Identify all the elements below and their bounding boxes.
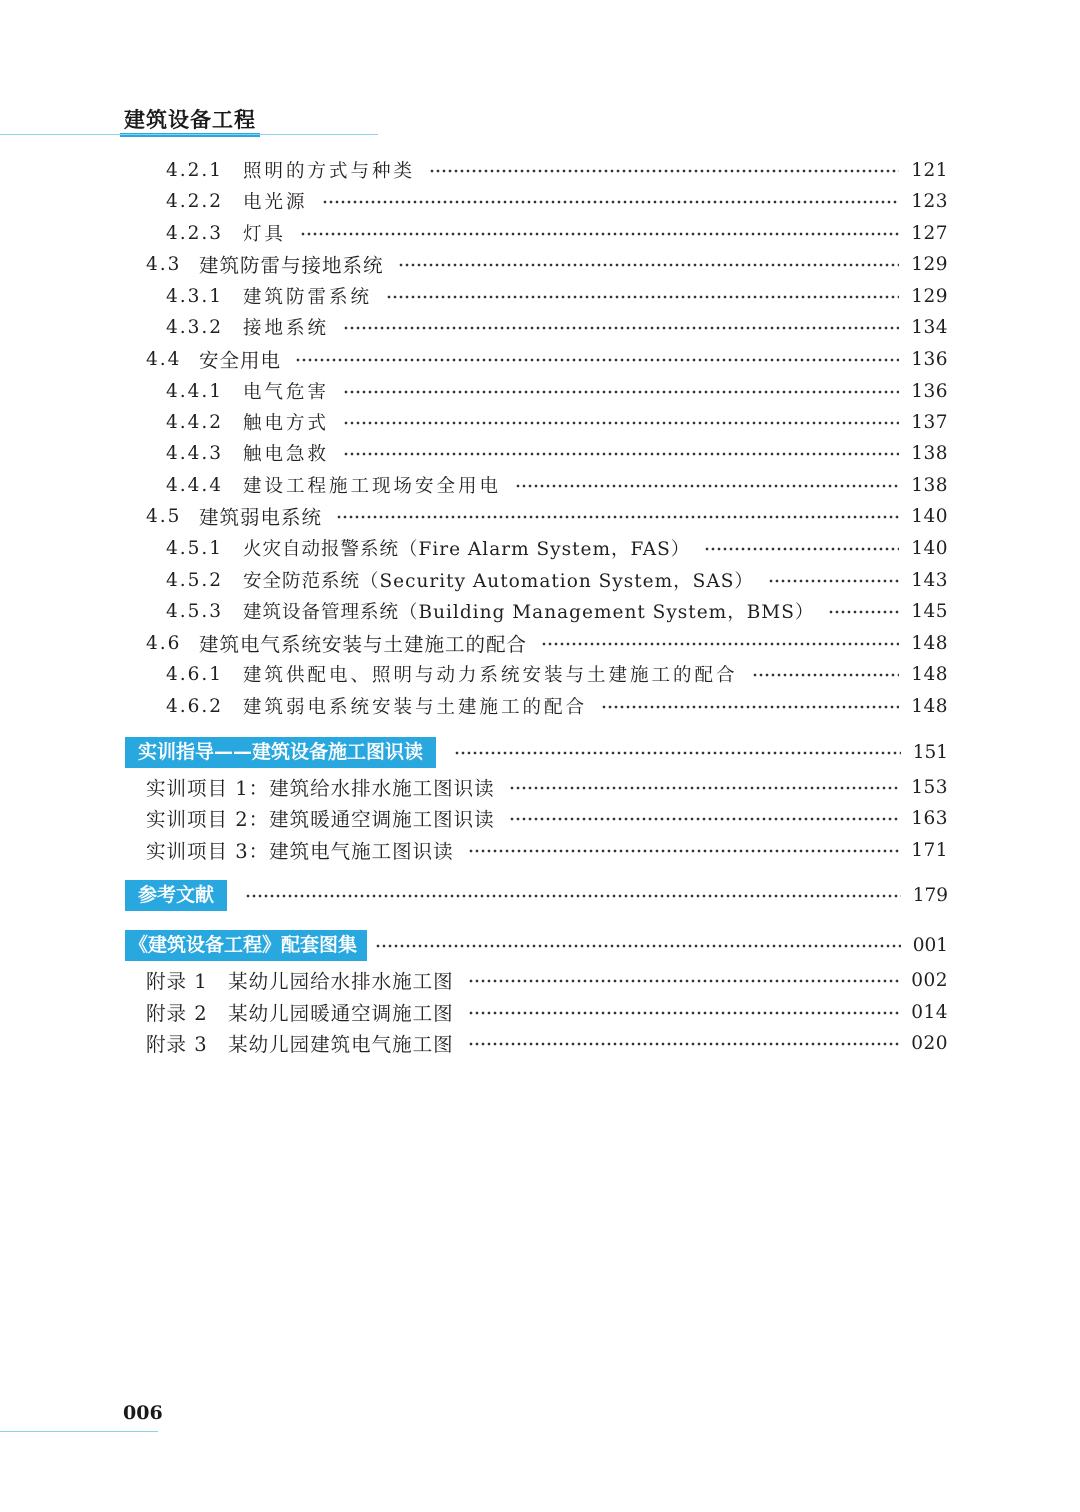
footer-rule [0,1431,158,1432]
toc-page: 143 [911,569,948,591]
leader-dots [752,673,900,677]
toc-number: 4.6.2 [166,695,224,717]
toc-entry[interactable] [146,249,948,279]
toc-page: 002 [911,969,948,991]
toc-page: 020 [911,1032,948,1054]
toc-title: 电光源 [243,192,308,213]
leader-dots [375,944,901,948]
toc-title: 照明的方式与种类 [243,161,416,182]
toc-title: 触电方式 [243,413,330,434]
leader-dots [429,169,899,173]
training-banner: 实训指导——建筑设备施工图识读 [125,737,436,768]
references-section-entry[interactable] [125,879,948,911]
toc-title: 实训项目 1：建筑给水排水施工图识读 [146,777,495,800]
toc-page: 148 [911,663,948,685]
toc-entry[interactable] [146,628,948,658]
leader-dots [300,232,899,236]
toc-entry[interactable] [146,344,948,374]
toc-number: 4.4.3 [166,442,224,464]
toc-entry[interactable] [166,407,948,437]
leader-dots [336,515,899,519]
toc-entry[interactable] [146,803,948,833]
page-number: 006 [123,1402,163,1424]
toc-title: 建筑电气系统安装与土建施工的配合 [199,633,528,656]
toc-entry[interactable] [166,438,948,468]
toc-title: 建筑防雷与接地系统 [199,254,384,277]
toc-entry[interactable] [166,659,948,689]
toc-title: 附录 3 某幼儿园建筑电气施工图 [146,1033,454,1056]
toc-number: 4.5.3 [166,600,224,622]
toc-page: 137 [911,411,948,433]
toc-page: 134 [911,316,948,338]
toc-entry[interactable] [166,155,948,185]
toc-title: 建筑防雷系统 [243,287,373,308]
toc-page: 138 [911,474,948,496]
leader-dots [509,786,900,790]
toc-number: 4.6.1 [166,663,224,685]
toc-number: 4.4.4 [166,474,224,496]
toc-number: 4.4.2 [166,411,224,433]
toc-page: 138 [911,442,948,464]
toc-title: 火灾自动报警系统（Fire Alarm System，FAS） [243,539,691,560]
leader-dots [398,263,900,267]
toc-page: 014 [911,1001,948,1023]
leader-dots [343,421,899,425]
toc-entry[interactable] [146,997,948,1027]
toc-entry[interactable] [166,376,948,406]
toc-page: 171 [911,839,948,861]
toc-number: 4.3.2 [166,316,224,338]
training-section-entry[interactable] [125,736,948,768]
leader-dots [468,1011,900,1015]
toc-number: 4.5.2 [166,569,224,591]
toc-entry[interactable] [166,565,948,595]
toc-title: 实训项目 2：建筑暖通空调施工图识读 [146,808,495,831]
toc-title: 附录 1 某幼儿园给水排水施工图 [146,970,454,993]
toc-entry[interactable] [166,312,948,342]
toc-entry[interactable] [146,501,948,531]
toc-page: 121 [911,159,948,181]
toc-title: 灯具 [243,224,287,245]
toc-entry[interactable] [146,835,948,865]
leader-dots [322,200,900,204]
toc-title: 电气危害 [243,382,330,403]
toc-page: 136 [911,348,948,370]
toc-title: 建设工程施工现场安全用电 [243,476,502,497]
toc-number: 4.3.1 [166,285,224,307]
toc-number: 4.2.3 [166,222,224,244]
toc-entry[interactable] [146,965,948,995]
toc-title: 建筑供配电、照明与动力系统安装与土建施工的配合 [243,665,738,686]
toc-page: 140 [911,505,948,527]
leader-dots [343,390,899,394]
header-rule [0,134,378,135]
leader-dots [768,579,899,583]
toc-page: 148 [911,632,948,654]
toc-number: 4.5 [146,505,182,527]
toc-page: 001 [912,934,948,956]
toc-title: 安全用电 [199,349,282,372]
leader-dots [704,547,899,551]
toc-page: 151 [912,741,948,763]
toc-title: 附录 2 某幼儿园暖通空调施工图 [146,1002,454,1025]
leader-dots [541,642,899,646]
toc-entry[interactable] [146,772,948,802]
leader-dots [295,358,899,362]
leader-dots [454,751,901,755]
toc-page: 179 [912,884,948,906]
toc-page: 148 [911,695,948,717]
leader-dots [509,817,900,821]
toc-page: 136 [911,380,948,402]
toc-title: 接地系统 [243,318,330,339]
toc-title: 触电急救 [243,444,330,465]
toc-entry[interactable] [166,218,948,248]
toc-page: 129 [911,285,948,307]
toc-title: 建筑弱电系统安装与土建施工的配合 [243,697,588,718]
leader-dots [343,452,899,456]
toc-number: 4.2.1 [166,159,224,181]
leader-dots [828,610,899,614]
toc-page: 153 [911,776,948,798]
toc-entry[interactable] [166,186,948,216]
toc-number: 4.2.2 [166,190,224,212]
toc-page: 123 [911,190,948,212]
toc-title: 建筑设备管理系统（Building Management System，BMS） [243,602,815,623]
references-banner: 参考文献 [125,880,227,911]
toc-entry[interactable] [166,470,948,500]
toc-number: 4.3 [146,253,182,275]
toc-page: 163 [911,807,948,829]
leader-dots [515,484,899,488]
leader-dots [386,295,899,299]
toc-page: 127 [911,222,948,244]
leader-dots [468,979,900,983]
toc-number: 4.5.1 [166,537,224,559]
leader-dots [468,1042,900,1046]
leader-dots [601,705,899,709]
toc-title: 安全防范系统（Security Automation System，SAS） [243,571,754,592]
toc-entry[interactable] [166,691,948,721]
toc-entry[interactable] [146,1028,948,1058]
atlas-banner: 《建筑设备工程》配套图集 [125,930,367,961]
toc-number: 4.6 [146,632,182,654]
toc-page: 140 [911,537,948,559]
toc-page: 129 [911,253,948,275]
atlas-section-entry[interactable] [125,929,948,961]
toc-page: 145 [911,600,948,622]
toc-entry[interactable] [166,533,948,563]
book-title: 建筑设备工程 [124,108,256,132]
toc-number: 4.4.1 [166,380,224,402]
toc-title: 实训项目 3：建筑电气施工图识读 [146,840,454,863]
toc-number: 4.4 [146,348,182,370]
leader-dots [245,894,901,898]
leader-dots [343,326,899,330]
toc-title: 建筑弱电系统 [199,506,323,529]
toc-entry[interactable] [166,281,948,311]
leader-dots [468,849,900,853]
toc-entry[interactable] [166,596,948,626]
